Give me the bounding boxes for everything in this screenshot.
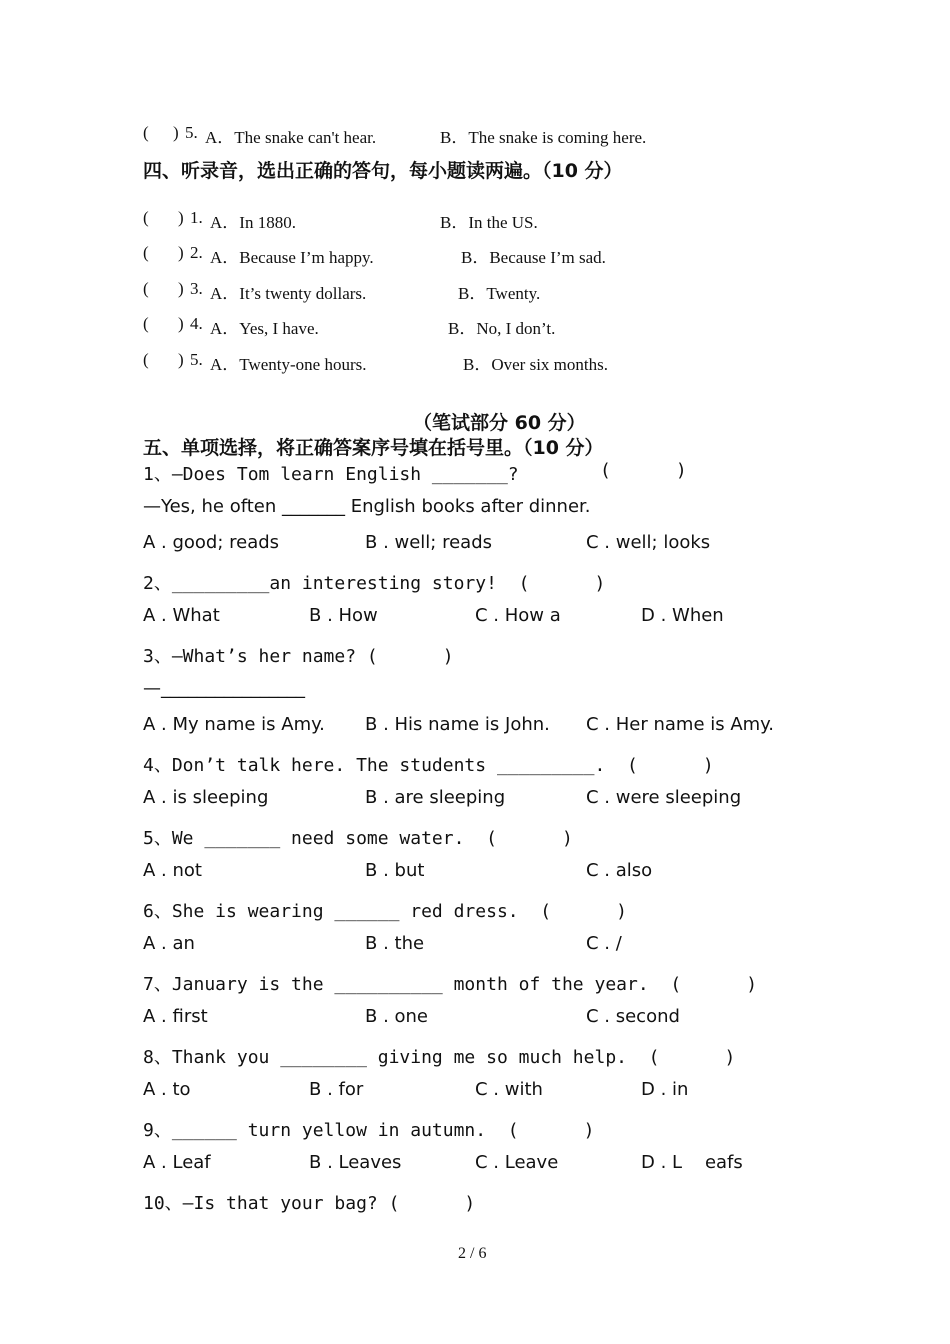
s4-q3-option-a: A．It’s twenty dollars.: [210, 284, 367, 303]
s4-q2-num: 2.: [190, 243, 203, 262]
s4-q1-close: ): [178, 208, 184, 227]
listening-q5-option-a: A．The snake can't hear.: [205, 128, 377, 147]
q2-stem: 2、_________an interesting story! ( ): [143, 573, 606, 594]
q7-stem: 7、January is the __________ month of the year. ( ): [143, 974, 758, 995]
q1-option-c: C . well; looks: [586, 532, 711, 553]
listening-q5-num: 5.: [185, 123, 198, 142]
q8-stem: 8、Thank you ________ giving me so much help. ( ): [143, 1047, 736, 1068]
q3-option-a: A . My name is Amy.: [143, 714, 325, 735]
s4-q4-num: 4.: [190, 314, 203, 333]
q6-option-b: B . the: [365, 933, 425, 954]
q3-option-c: C . Her name is Amy.: [586, 714, 774, 735]
q4-stem: 4、Don’t talk here. The students _________. ( ): [143, 755, 714, 776]
listening-q5-paren: (: [143, 123, 149, 142]
q5-option-a: A . not: [143, 860, 202, 881]
q8-option-a: A . to: [143, 1079, 191, 1100]
s4-q2-option-b: B．Because I’m sad.: [461, 248, 606, 267]
q9-stem: 9、______ turn yellow in autumn. ( ): [143, 1120, 595, 1141]
q4-option-c: C . were sleeping: [586, 787, 742, 808]
q6-option-a: A . an: [143, 933, 195, 954]
q3-option-b: B . His name is John.: [365, 714, 550, 735]
listening-q5-close: ): [173, 123, 179, 142]
s4-q3-close: ): [178, 279, 184, 298]
q1-option-b: B . well; reads: [365, 532, 493, 553]
q1-option-a: A . good; reads: [143, 532, 280, 553]
written-part-heading: （笔试部分 60 分）: [413, 412, 586, 434]
s4-q2-option-a: A．Because I’m happy.: [210, 248, 374, 267]
listening-q5-option-b: B．The snake is coming here.: [440, 128, 647, 147]
s4-q1-option-a: A．In 1880.: [210, 213, 296, 232]
q5-option-b: B . but: [365, 860, 425, 881]
q3-stem: 3、—What’s her name? ( ): [143, 646, 454, 667]
page-number: 2 / 6: [458, 1245, 487, 1262]
s4-q1-paren: (: [143, 208, 149, 227]
s4-q2-close: ): [178, 243, 184, 262]
s4-q4-option-b: B．No, I don’t.: [448, 319, 556, 338]
q4-option-a: A . is sleeping: [143, 787, 269, 808]
s4-q5-close: ): [178, 350, 184, 369]
s4-q5-option-a: A．Twenty-one hours.: [210, 355, 367, 374]
q7-option-c: C . second: [586, 1006, 680, 1027]
q5-option-c: C . also: [586, 860, 653, 881]
q9-option-b: B . Leaves: [309, 1152, 402, 1173]
q8-option-b: B . for: [309, 1079, 364, 1100]
q7-option-b: B . one: [365, 1006, 429, 1027]
q9-option-c: C . Leave: [475, 1152, 559, 1173]
q8-option-d: D . in: [641, 1079, 689, 1100]
q4-option-b: B . are sleeping: [365, 787, 506, 808]
q7-option-a: A . first: [143, 1006, 208, 1027]
q10-stem: 10、—Is that your bag? ( ): [143, 1193, 476, 1214]
s4-q1-option-b: B．In the US.: [440, 213, 538, 232]
q2-option-b: B . How: [309, 605, 378, 626]
s4-q1-num: 1.: [190, 208, 203, 227]
s4-q3-option-b: B．Twenty.: [458, 284, 541, 303]
q1-answer-paren: ( ): [600, 460, 687, 481]
q6-stem: 6、She is wearing ______ red dress. ( ): [143, 901, 627, 922]
q1-response: —Yes, he often _______ English books after dinner.: [143, 496, 591, 517]
s4-q3-paren: (: [143, 279, 149, 298]
section5-title: 五、单项选择，将正确答案序号填在括号里。（10 分）: [143, 437, 604, 459]
q2-option-d: D . When: [641, 605, 724, 626]
q3-answer-blank: —________________: [143, 678, 305, 699]
q2-option-a: A . What: [143, 605, 220, 626]
s4-q5-num: 5.: [190, 350, 203, 369]
q8-option-c: C . with: [475, 1079, 543, 1100]
s4-q5-option-b: B．Over six months.: [463, 355, 608, 374]
q1-stem: 1、—Does Tom learn English _______?: [143, 464, 519, 485]
s4-q3-num: 3.: [190, 279, 203, 298]
section4-title: 四、听录音，选出正确的答句，每小题读两遍。（10 分）: [143, 160, 623, 182]
q5-stem: 5、We _______ need some water. ( ): [143, 828, 573, 849]
q9-option-a: A . Leaf: [143, 1152, 211, 1173]
s4-q4-close: ): [178, 314, 184, 333]
q6-option-c: C . /: [586, 933, 622, 954]
s4-q4-option-a: A．Yes, I have.: [210, 319, 319, 338]
q9-option-d: D . L eafs: [641, 1152, 743, 1173]
s4-q2-paren: (: [143, 243, 149, 262]
q2-option-c: C . How a: [475, 605, 561, 626]
s4-q5-paren: (: [143, 350, 149, 369]
s4-q4-paren: (: [143, 314, 149, 333]
